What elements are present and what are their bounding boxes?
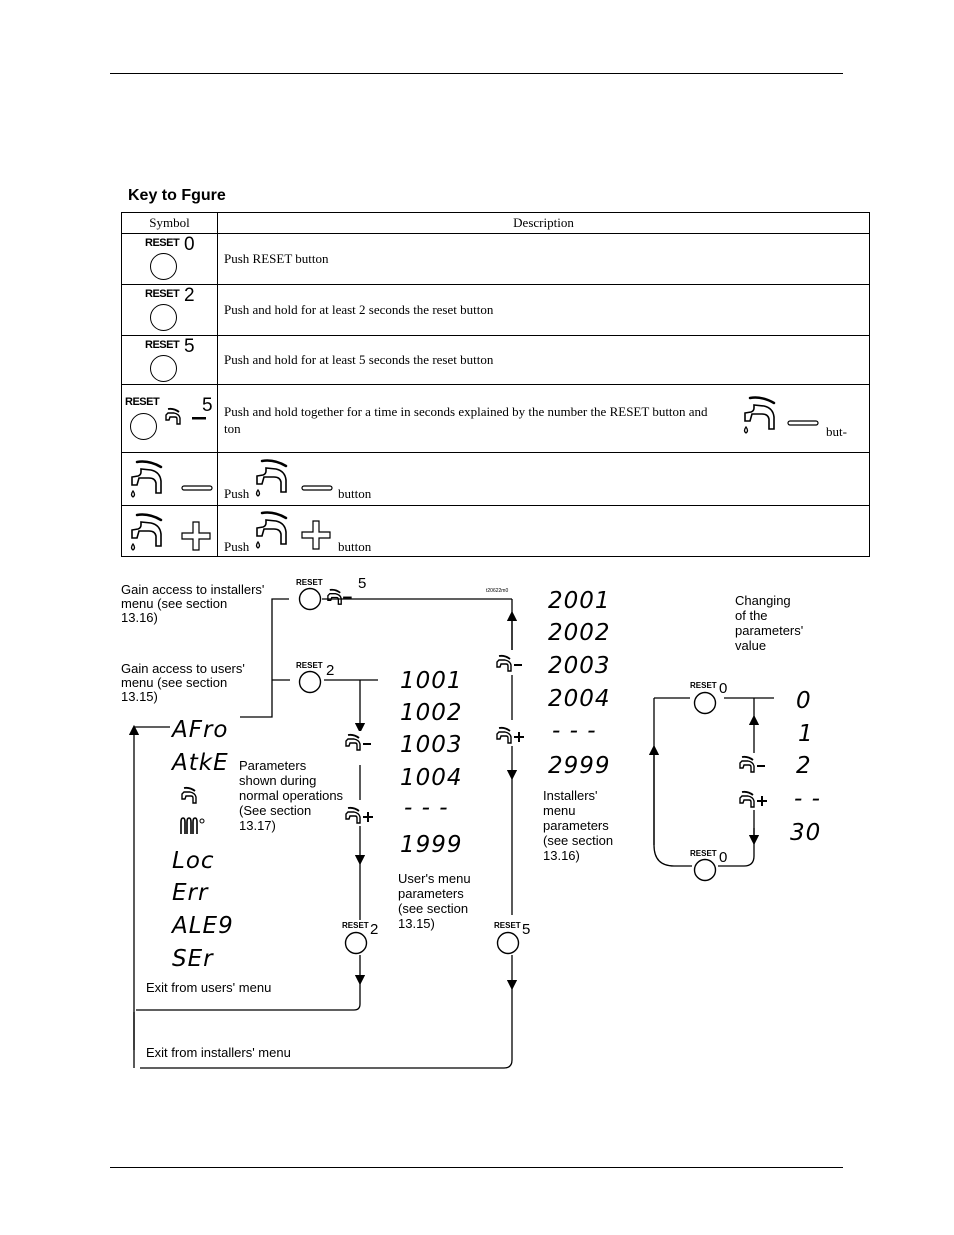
tap-minus-icon — [252, 458, 340, 498]
exit-installers-label: Exit from installers' menu — [146, 1045, 291, 1060]
svg-text:- -: - - — [794, 786, 821, 812]
tap-plus-icon — [342, 804, 380, 826]
svg-text:menu (see section: menu (see section — [121, 596, 228, 611]
svg-text:(see section: (see section — [398, 901, 469, 916]
user-menu-codes — [400, 668, 463, 858]
desc-row-4 — [218, 385, 870, 453]
svg-text:13.15): 13.15) — [121, 689, 158, 704]
normal-operation-codes — [170, 717, 234, 972]
svg-text:Changing: Changing — [735, 593, 791, 608]
svg-text:(See section: (See section — [239, 803, 312, 818]
button-circle-icon — [150, 253, 177, 280]
button-circle-icon — [150, 304, 177, 331]
symbol-reset-2: RESET 2 — [122, 285, 218, 336]
svg-text:30: 30 — [790, 820, 822, 846]
svg-text:1: 1 — [798, 721, 814, 747]
installer-menu-codes — [548, 588, 611, 779]
svg-text:User's menu: User's menu — [398, 871, 471, 886]
tap-plus-icon — [127, 512, 217, 552]
desc-row-2: Push and hold for at least 2 seconds the reset button — [218, 285, 870, 336]
svg-text:1003: 1003 — [400, 732, 463, 758]
svg-text:RESET: RESET — [342, 921, 369, 930]
tap-icon — [182, 788, 196, 803]
svg-text:2004: 2004 — [548, 686, 611, 712]
svg-text:5: 5 — [358, 575, 367, 592]
tap-minus-icon — [164, 407, 212, 429]
svg-text:0: 0 — [796, 688, 812, 714]
svg-text:RESET: RESET — [494, 921, 521, 930]
svg-text:RESET: RESET — [690, 681, 717, 690]
svg-text:parameters': parameters' — [735, 623, 804, 638]
reset-button-users — [296, 661, 334, 693]
svg-text:1999: 1999 — [400, 832, 463, 858]
reset-button-exit-installers — [494, 921, 530, 954]
svg-text:Installers': Installers' — [543, 788, 598, 803]
symbol-header: Symbol — [122, 213, 218, 234]
value-codes — [790, 688, 821, 846]
svg-text:1002: 1002 — [400, 700, 463, 726]
menu-flow-diagram — [0, 560, 954, 1090]
symbol-reset-tap-minus-5: RESET 5 — [122, 385, 218, 453]
svg-text:RESET: RESET — [296, 578, 323, 587]
installer-menu-note — [543, 788, 613, 863]
code-ser: SEr — [172, 946, 214, 972]
symbol-reset-0: RESET 0 — [122, 234, 218, 285]
code-loc: Loc — [172, 848, 215, 874]
symbol-tap-plus — [122, 506, 218, 557]
header-rule — [110, 73, 843, 74]
svg-text:Gain access to users': Gain access to users' — [121, 661, 245, 676]
reset-button-installers — [296, 575, 366, 610]
desc-row-4-end: but- — [826, 424, 847, 439]
svg-text:value: value — [735, 638, 767, 653]
svg-text:Gain access to installers': Gain access to installers' — [121, 582, 265, 597]
code-afro: AFro — [172, 717, 229, 743]
code-atke: AtkE — [172, 750, 229, 776]
tap-minus-icon — [740, 395, 828, 435]
symbol-reset-5: RESET 5 — [122, 336, 218, 385]
figure-code: t20622m0 — [486, 588, 509, 594]
desc-row-1: Push RESET button — [218, 234, 870, 285]
svg-text:shown during: shown during — [239, 773, 317, 788]
svg-text:13.15): 13.15) — [398, 916, 435, 931]
svg-text:1001: 1001 — [400, 668, 463, 694]
desc-row-3: Push and hold for at least 5 seconds the reset button — [218, 336, 870, 385]
button-circle-icon — [150, 355, 177, 382]
tap-minus-icon — [736, 753, 774, 775]
desc-row-4-text: Push and hold together for a time in seconds explained by the number the RESET button and — [224, 404, 708, 419]
tap-plus-icon — [493, 724, 531, 746]
push-label: Push — [224, 486, 250, 501]
svg-text:2: 2 — [326, 662, 335, 679]
svg-text:menu: menu — [543, 803, 576, 818]
radiator-icon — [181, 818, 204, 834]
normal-operation-note — [239, 758, 344, 833]
key-table — [121, 212, 870, 557]
svg-text:2003: 2003 — [548, 653, 611, 679]
installers-access-label — [121, 582, 264, 625]
svg-text:5: 5 — [522, 921, 531, 938]
svg-text:2: 2 — [796, 753, 812, 779]
tap-minus-icon — [328, 590, 352, 604]
svg-text:2: 2 — [370, 921, 379, 938]
push-label: Push — [224, 539, 250, 554]
reset-button-exit-users — [342, 921, 378, 954]
svg-text:1004: 1004 — [400, 765, 463, 791]
tap-minus-icon — [342, 731, 380, 753]
svg-text:13.17): 13.17) — [239, 818, 276, 833]
code-err: Err — [172, 880, 209, 906]
svg-text:(see section: (see section — [543, 833, 614, 848]
svg-text:normal operations: normal operations — [239, 788, 344, 803]
svg-text:RESET: RESET — [296, 661, 323, 670]
code-aleg: ALE9 — [172, 913, 234, 939]
footer-rule — [110, 1167, 843, 1168]
desc-row-4-line2: ton — [224, 421, 241, 436]
svg-text:menu (see section: menu (see section — [121, 675, 228, 690]
change-value-note — [735, 593, 803, 653]
button-label: button — [338, 539, 372, 554]
svg-text:- - -: - - - — [404, 795, 449, 821]
tap-plus-icon — [252, 510, 342, 550]
svg-text:2002: 2002 — [548, 620, 611, 646]
key-title: Key to Fgure — [128, 187, 226, 204]
svg-text:parameters: parameters — [543, 818, 609, 833]
users-access-label — [121, 661, 245, 704]
tap-plus-icon — [736, 788, 774, 810]
svg-text:Parameters: Parameters — [239, 758, 307, 773]
svg-text:0: 0 — [719, 849, 728, 866]
svg-text:2001: 2001 — [548, 588, 611, 614]
desc-row-6 — [218, 506, 870, 557]
symbol-tap-minus — [122, 453, 218, 506]
svg-text:RESET: RESET — [690, 849, 717, 858]
svg-text:parameters: parameters — [398, 886, 464, 901]
desc-row-5 — [218, 453, 870, 506]
exit-users-label: Exit from users' menu — [146, 980, 272, 995]
button-circle-icon — [130, 413, 157, 440]
tap-minus-icon — [127, 459, 215, 499]
svg-text:13.16): 13.16) — [543, 848, 580, 863]
reset-button-value-top — [690, 680, 727, 714]
description-header: Description — [218, 213, 870, 234]
svg-text:of the: of the — [735, 608, 768, 623]
tap-minus-icon — [493, 652, 531, 674]
svg-text:2999: 2999 — [548, 753, 611, 779]
button-label: button — [338, 486, 372, 501]
svg-text:13.16): 13.16) — [121, 610, 158, 625]
reset-button-value-bottom — [690, 849, 727, 881]
svg-text:0: 0 — [719, 680, 728, 697]
user-menu-note — [398, 871, 471, 931]
svg-text:- - -: - - - — [552, 718, 597, 744]
